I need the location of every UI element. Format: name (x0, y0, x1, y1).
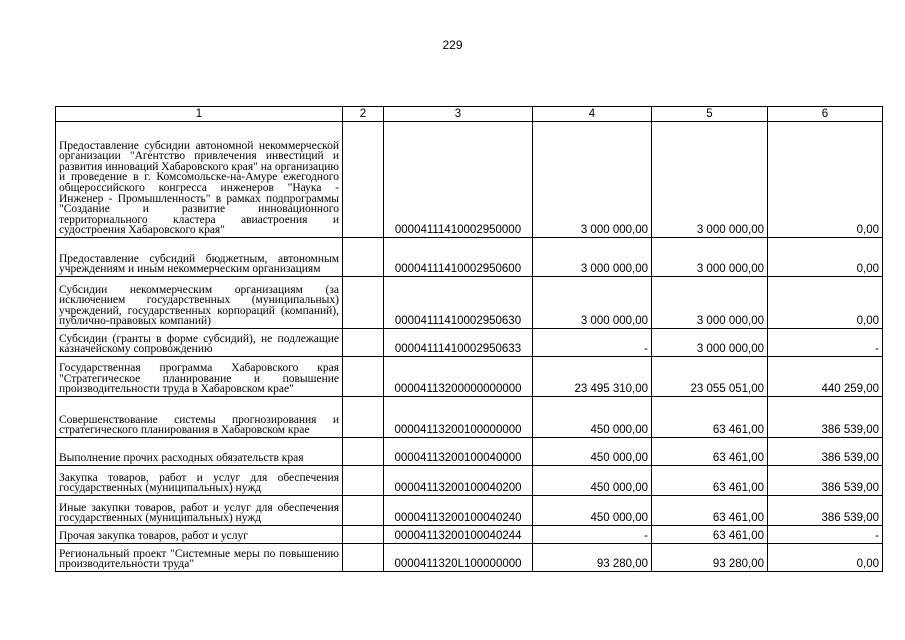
row-col2 (343, 438, 384, 466)
header-col-1: 1 (56, 107, 343, 122)
row-name: Субсидии некоммерческим организациям (за исключением государственных (муниципальных) учреждений, государственных корпораций (компаний), публично-правовых компаний) (56, 277, 343, 329)
row-value-6: - (768, 526, 883, 544)
row-value-4: 93 280,00 (533, 544, 652, 572)
table-row (56, 329, 883, 357)
row-code: 00004113200100040000 (384, 438, 533, 466)
row-col2 (343, 238, 384, 277)
row-value-5: 63 461,00 (652, 397, 768, 438)
row-name: Совершенствование системы прогнозирования и стратегического планирования в Хабаровском крае (56, 397, 343, 438)
table-row (56, 544, 883, 572)
row-value-4: 450 000,00 (533, 397, 652, 438)
row-col2 (343, 544, 384, 572)
row-value-4: 23 495 310,00 (533, 357, 652, 397)
header-col-6: 6 (768, 107, 883, 122)
row-value-5: 63 461,00 (652, 526, 768, 544)
header-col-4: 4 (533, 107, 652, 122)
row-value-5: 93 280,00 (652, 544, 768, 572)
header-row (56, 107, 883, 122)
row-value-6: 0,00 (768, 238, 883, 277)
row-col2 (343, 277, 384, 329)
row-value-5: 23 055 051,00 (652, 357, 768, 397)
row-value-4: 3 000 000,00 (533, 277, 652, 329)
row-value-4: 3 000 000,00 (533, 238, 652, 277)
row-name: Закупка товаров, работ и услуг для обеспечения государственных (муниципальных) нужд (56, 466, 343, 496)
row-value-5: 3 000 000,00 (652, 277, 768, 329)
row-value-5: 63 461,00 (652, 496, 768, 526)
row-value-4: 450 000,00 (533, 496, 652, 526)
row-name: Прочая закупка товаров, работ и услуг (56, 526, 343, 544)
row-code: 00004113200100000000 (384, 397, 533, 438)
row-name: Государственная программа Хабаровского края "Стратегическое планирование и повышение производительности труда в Хабаровском крае" (56, 357, 343, 397)
row-code: 00004113200100040200 (384, 466, 533, 496)
page-number: 229 (442, 38, 463, 52)
row-code: 00004113200000000000 (384, 357, 533, 397)
table-row (56, 438, 883, 466)
row-code: 00004113200100040240 (384, 496, 533, 526)
header-col-5: 5 (652, 107, 768, 122)
row-code: 00004111410002950630 (384, 277, 533, 329)
row-value-6: 0,00 (768, 544, 883, 572)
table-row (56, 277, 883, 329)
row-col2 (343, 397, 384, 438)
row-code: 00004111410002950633 (384, 329, 533, 357)
row-col2 (343, 122, 384, 238)
row-value-4: - (533, 526, 652, 544)
row-value-6: 386 539,00 (768, 496, 883, 526)
row-value-4: - (533, 329, 652, 357)
row-value-6: 0,00 (768, 277, 883, 329)
row-code: 0000411320L100000000 (384, 544, 533, 572)
table-row (56, 397, 883, 438)
row-value-5: 63 461,00 (652, 438, 768, 466)
row-code: 00004113200100040244 (384, 526, 533, 544)
row-col2 (343, 357, 384, 397)
row-value-4: 450 000,00 (533, 438, 652, 466)
row-code: 00004111410002950600 (384, 238, 533, 277)
row-value-4: 450 000,00 (533, 466, 652, 496)
table-row (56, 238, 883, 277)
table-row (56, 496, 883, 526)
row-value-5: 63 461,00 (652, 466, 768, 496)
budget-table (55, 106, 883, 572)
row-name: Региональный проект "Системные меры по повышению производительности труда" (56, 544, 343, 572)
row-name: Предоставление субсидий бюджетным, автономным учреждениям и иным некоммерческим организациям (56, 238, 343, 277)
table-row (56, 357, 883, 397)
row-value-6: - (768, 329, 883, 357)
row-name: Предоставление субсидии автономной некоммерческой организации "Агентство привлечения инвестиций и развития инноваций Хабаровского края" на организацию и проведение в г. Комсомольске-на-Амуре ежегодного общероссийского конгресса инженеров "Наука - Инженер - Промышленность" в рамках подпрограммы "Создание и развитие инновационного территориального кластера авиастроения и судостроения Хабаровского края" (56, 122, 343, 238)
row-value-6: 386 539,00 (768, 397, 883, 438)
table-row (56, 122, 883, 238)
table-row (56, 526, 883, 544)
row-value-5: 3 000 000,00 (652, 238, 768, 277)
row-value-6: 386 539,00 (768, 438, 883, 466)
row-code: 00004111410002950000 (384, 122, 533, 238)
row-name: Субсидии (гранты в форме субсидий), не подлежащие казначейскому сопровождению (56, 329, 343, 357)
row-value-5: 3 000 000,00 (652, 122, 768, 238)
header-col-2: 2 (343, 107, 384, 122)
header-col-3: 3 (384, 107, 533, 122)
row-value-6: 0,00 (768, 122, 883, 238)
row-name: Выполнение прочих расходных обязательств края (56, 438, 343, 466)
row-col2 (343, 466, 384, 496)
row-value-6: 386 539,00 (768, 466, 883, 496)
row-value-4: 3 000 000,00 (533, 122, 652, 238)
table-row (56, 466, 883, 496)
row-col2 (343, 329, 384, 357)
row-name: Иные закупки товаров, работ и услуг для обеспечения государственных (муниципальных) нужд (56, 496, 343, 526)
row-value-6: 440 259,00 (768, 357, 883, 397)
row-col2 (343, 496, 384, 526)
row-col2 (343, 526, 384, 544)
row-value-5: 3 000 000,00 (652, 329, 768, 357)
